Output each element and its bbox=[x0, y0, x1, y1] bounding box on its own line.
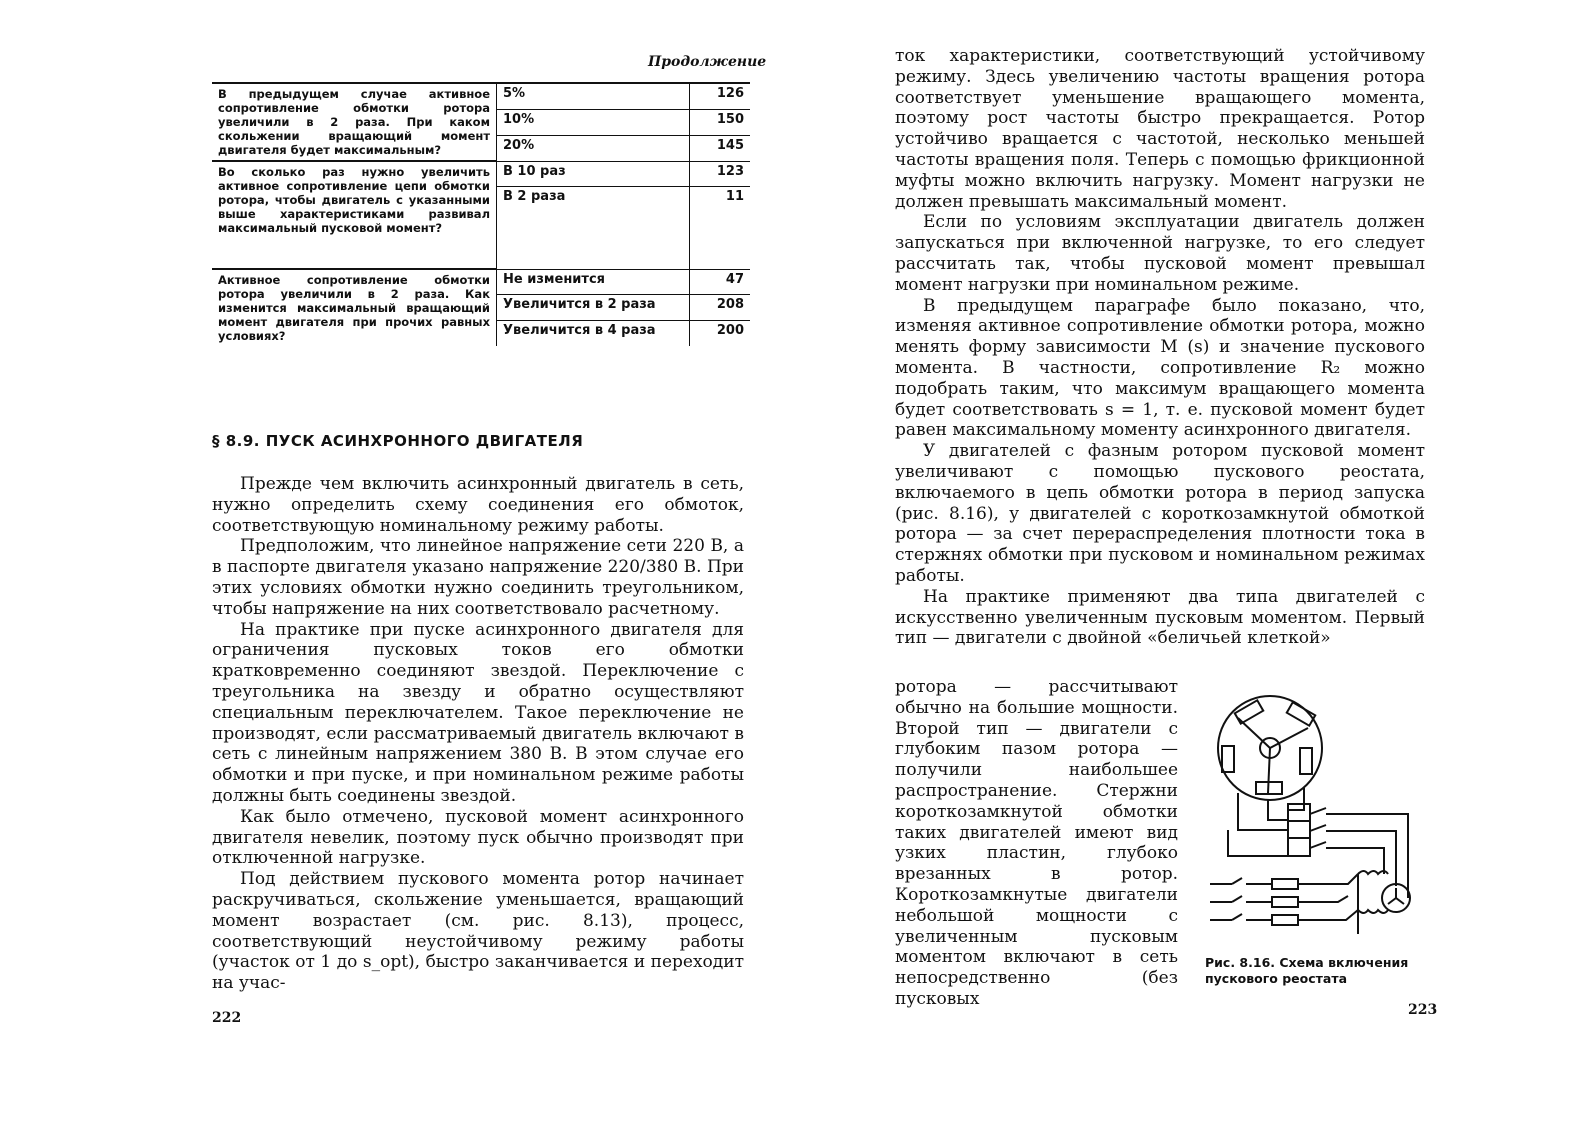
answer-cell: 5% bbox=[497, 83, 690, 109]
page-number: 222 bbox=[212, 1010, 242, 1026]
paragraph: Предположим, что линейное напряжение сети 220 В, а в паспорте двигателя указано напряжение 220/380 В. При этих условиях обмотки нужно соединить треугольником, чтобы напряжение на них соответствовало расчетному. bbox=[212, 536, 744, 619]
paragraph: У двигателей с фазным ротором пусковой момент увеличивают с помощью пускового реостата, включаемого в цепь обмотки ротора в период запуска (рис. 8.16), у двигателей с короткозамкнутой обмоткой ротора — за счет перераспределения плотности тока в стержнях обмотки при пусковом и номинальном режимах работы. bbox=[895, 441, 1425, 586]
paragraph: ротора — рассчитывают обычно на большие мощности. Второй тип — двигатели с глубоким пазом ротора — получили наибольшее распространение. Стержни короткозамкнутой обмотки таких двигателей имеют вид узких пластин, глубоко врезанных в ротор. Короткозамкнутые двигатели небольшой мощности с увеличенным пусковым моментом включают в сеть непосредственно (без пусковых bbox=[895, 677, 1178, 1009]
paragraph: Если по условиям эксплуатации двигатель должен запускаться при включенной нагрузке, то его следует рассчитать так, чтобы пусковой момент превышал момент нагрузки при номинальном режиме. bbox=[895, 212, 1425, 295]
answer-cell: Увеличится в 2 раза bbox=[497, 295, 690, 321]
answer-code: 123 bbox=[690, 161, 751, 186]
paragraph: На практике при пуске асинхронного двигателя для ограничения пусковых токов его обмотки кратковременно соединяют звездой. Переключение с треугольника на звезду и обратно осуществляют специальным переключателем. Такое переключение не производят, если рассматриваемый двигатель включают в сеть с линейным напряжением 380 В. В этом случае его обмотки и при пуске, и при номинальном режиме работы должны быть соединены звездой. bbox=[212, 619, 744, 806]
answer-code: 200 bbox=[716, 323, 744, 339]
right-body-text bbox=[895, 46, 1425, 649]
answer-cell: Увеличится в 4 раза bbox=[497, 321, 690, 346]
answer-code: 208 bbox=[690, 295, 751, 321]
paragraph: Прежде чем включить асинхронный двигатель в сеть, нужно определить схему соединения его обмоток, соответствующую номинальному режиму работы. bbox=[212, 474, 744, 536]
answer-code: 11 bbox=[690, 186, 751, 269]
paragraph: Под действием пускового момента ротор начинает раскручиваться, скольжение уменьшается, вращающий момент возрастает (см. рис. 8.13), процесс, соответствующий неустойчивому режиму работы (участок от 1 до s_opt), быстро заканчивается и переходит на учас- bbox=[212, 869, 744, 994]
question-cell: В предыдущем случае активное сопротивление обмотки ротора увеличили в 2 раза. При каком скольжении вращающий момент двигателя будет максимальным? bbox=[212, 83, 497, 161]
narrow-body-text bbox=[895, 677, 1178, 1010]
paragraph: На практике применяют два типа двигателей с искусственно увеличенным пусковым моментом. Первый тип — двигатели с двойной «беличьей клеткой» bbox=[895, 586, 1425, 649]
answer-cell: 10% bbox=[497, 109, 690, 135]
answer-cell: 20% bbox=[497, 135, 690, 161]
answer-cell: Не изменится bbox=[497, 269, 690, 295]
answer-code: 150 bbox=[690, 109, 751, 135]
paragraph: В предыдущем параграфе было показано, что, изменяя активное сопротивление обмотки ротора, можно менять форму зависимости M (s) и значение пускового момента. В частности, сопротивление R₂ можно подобрать таким, что максимум вращающего момента будет соответствовать s = 1, т. е. пусковой момент будет равен максимальному моменту асинхронного двигателя. bbox=[895, 295, 1425, 441]
rheostat-circuit-diagram bbox=[1208, 688, 1434, 944]
answer-code: 145 bbox=[690, 135, 751, 161]
answer-code: 47 bbox=[690, 269, 751, 295]
question-cell: Активное сопротивление обмотки ротора увеличили в 2 раза. Как изменится максимальный вращающий момент двигателя при прочих равных условиях? bbox=[212, 269, 497, 346]
paragraph: Как было отмечено, пусковой момент асинхронного двигателя невелик, поэтому пуск обычно производят при отключенной нагрузке. bbox=[212, 806, 744, 869]
answer-cell: В 2 раза bbox=[497, 186, 690, 269]
page-number: 223 bbox=[1408, 1002, 1438, 1018]
question-cell: Во сколько раз нужно увеличить активное сопротивление цепи обмотки ротора, чтобы двигатель с указанными выше характеристиками развивал максимальный пусковой момент? bbox=[212, 161, 497, 269]
continuation-label: Продолжение bbox=[648, 54, 767, 70]
figure-caption: Рис. 8.16. Схема включения пускового реостата bbox=[1205, 955, 1409, 986]
answer-code: 126 bbox=[690, 83, 751, 109]
answer-cell: В 10 раз bbox=[497, 161, 690, 186]
section-title: § 8.9. ПУСК АСИНХРОННОГО ДВИГАТЕЛЯ bbox=[212, 432, 584, 450]
paragraph: ток характеристики, соответствующий устойчивому режиму. Здесь увеличению частоты вращения ротора соответствует уменьшение вращающего момента, поэтому рост частоты быстро прекращается. Ротор устойчиво вращается с частотой, несколько меньшей частоты вращения поля. Теперь с помощью фрикционной муфты можно включить нагрузку. Момент нагрузки не должен превышать максимальный момент. bbox=[895, 46, 1425, 212]
